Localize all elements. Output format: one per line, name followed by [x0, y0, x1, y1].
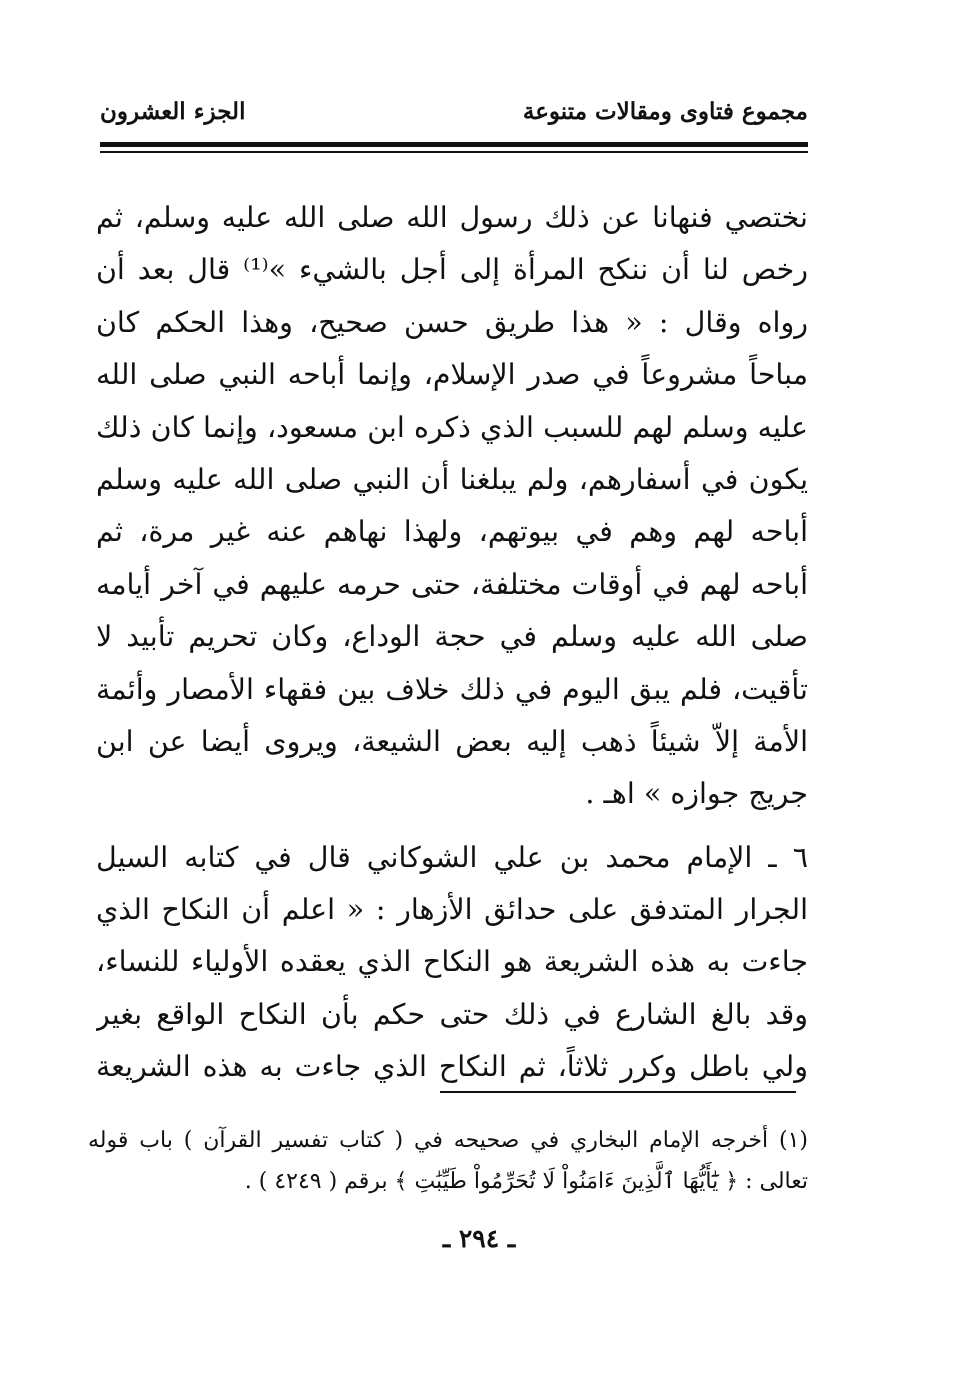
header-rule-thin — [100, 151, 808, 153]
text-line: ٦ ـ الإمام محمد بن علي الشوكاني قال في كتابه السيل — [96, 840, 808, 874]
header-rule-thick — [100, 142, 808, 147]
text-line: جاءت به هذه الشريعة هو النكاح الذي يعقده الأولياء للنساء، — [96, 945, 808, 979]
text-line: صلى الله عليه وسلم في حجة الوداع، وكان تحريم تأبيد لا — [96, 620, 808, 654]
text-line: أباحه لهم في أوقات مختلفة، حتى حرمه عليهم في آخر أيامه — [96, 567, 808, 601]
text-line: الأمة إلاّ شيئاً ذهب إليه بعض الشيعة، ويروى أيضا عن ابن — [96, 724, 808, 758]
book-title: مجموع فتاوى ومقالات متنوعة — [522, 98, 808, 125]
text-line: وقد بالغ الشارع في ذلك حتى حكم بأن النكاح الواقع بغير — [96, 997, 808, 1031]
text-line: يكون في أسفارهم، ولم يبلغنا أن النبي صلى الله عليه وسلم — [96, 462, 808, 496]
text-line: رواه وقال : « هذا طريق حسن صحيح، وهذا الحكم كان — [96, 305, 808, 339]
main-text — [96, 192, 808, 1094]
page-number: ـ ٢٩٤ ـ — [442, 1224, 516, 1253]
footnote-line: (١) أخرجه الإمام البخاري في صحيحه في ( كتاب تفسير القرآن ) باب قوله — [88, 1128, 808, 1153]
text-line: ولي باطل وكرر ثلاثاً، ثم النكاح الذي جاءت به هذه الشريعة — [96, 1050, 808, 1084]
footnote-line: تعالى : ﴿ يَٰٓأَيُّهَا ٱلَّذِينَ ءَامَنُواْ لَا تُحَرِّمُواْ طَيِّبَٰتِ ﴾ برقم ( ٤٢٤٩ ) . — [244, 1169, 808, 1194]
footnote — [88, 1120, 808, 1202]
footnote-separator — [440, 1091, 796, 1093]
text-line: عليه وسلم لهم للسبب الذي ذكره ابن مسعود، وإنما كان ذلك — [96, 410, 808, 444]
text-line: الجرار المتدفق على حدائق الأزهار : « اعلم أن النكاح الذي — [96, 893, 808, 927]
text-line: جريج جوازه » اهـ . — [585, 777, 808, 811]
running-header — [100, 92, 808, 132]
text-line: رخص لنا أن ننكح المرأة إلى أجل بالشيء »⁽¹⁾ قال بعد أن — [96, 253, 808, 287]
text-line: تأقيت، فلم يبق اليوم في ذلك خلاف بين فقهاء الأمصار وأئمة — [96, 672, 808, 706]
volume-part: الجزء العشرون — [100, 98, 246, 125]
text-line: مباحاً مشروعاً في صدر الإسلام، وإنما أباحه النبي صلى الله — [96, 358, 808, 392]
text-line: أباحه لهم وهم في بيوتهم، ولهذا نهاهم عنه غير مرة، ثم — [96, 515, 808, 549]
text-line: نختصي فنهانا عن ذلك رسول الله صلى الله عليه وسلم، ثم — [96, 201, 808, 234]
paragraph-gap — [96, 821, 808, 832]
